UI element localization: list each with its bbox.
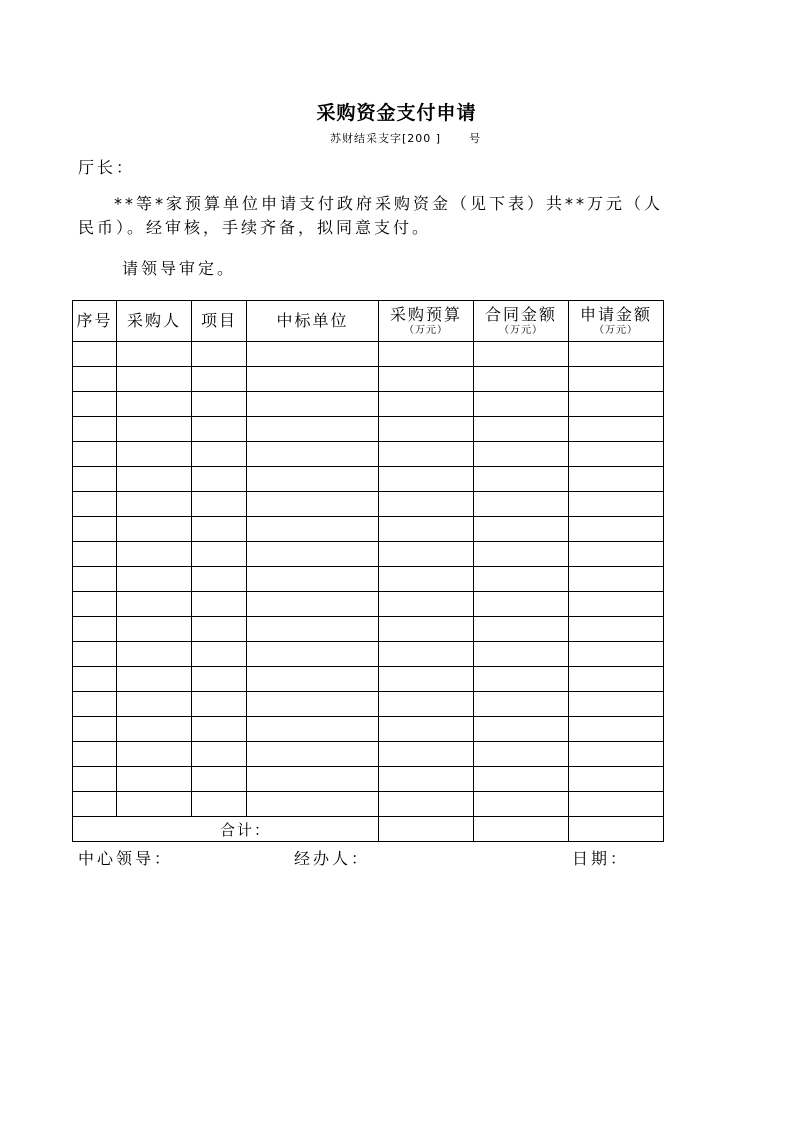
total-budget-cell[interactable] bbox=[379, 817, 474, 842]
project-cell[interactable] bbox=[192, 667, 247, 692]
request-paragraph bbox=[78, 192, 678, 240]
winning-bidder-cell[interactable] bbox=[247, 792, 379, 817]
header-budget: 采购预算 （万元） bbox=[379, 301, 474, 342]
serial-cell[interactable] bbox=[73, 717, 117, 742]
serial-cell[interactable] bbox=[73, 367, 117, 392]
purchaser-cell[interactable] bbox=[117, 692, 192, 717]
contract-amount-cell[interactable] bbox=[474, 592, 569, 617]
purchaser-cell[interactable] bbox=[117, 392, 192, 417]
request-paragraph-text: **等*家预算单位申请支付政府采购资金（见下表）共**万元（人民币）。经审核，手续齐备，拟同意支付。 bbox=[78, 194, 664, 237]
serial-cell[interactable] bbox=[73, 742, 117, 767]
footer-center-leader: 中心领导： bbox=[78, 849, 174, 868]
table-row bbox=[73, 592, 664, 617]
budget-cell[interactable] bbox=[379, 642, 474, 667]
table-row bbox=[73, 742, 664, 767]
applied-amount-cell[interactable] bbox=[569, 692, 664, 717]
winning-bidder-cell[interactable] bbox=[247, 692, 379, 717]
applied-amount-cell[interactable] bbox=[569, 717, 664, 742]
budget-cell[interactable] bbox=[379, 517, 474, 542]
document-number-suffix: 号 bbox=[469, 132, 482, 145]
budget-cell[interactable] bbox=[379, 442, 474, 467]
project-cell[interactable] bbox=[192, 617, 247, 642]
serial-cell[interactable] bbox=[73, 592, 117, 617]
review-request-text: 请领导审定。 bbox=[122, 259, 237, 278]
budget-cell[interactable] bbox=[379, 792, 474, 817]
contract-amount-cell[interactable] bbox=[474, 692, 569, 717]
serial-cell[interactable] bbox=[73, 417, 117, 442]
purchaser-cell[interactable] bbox=[117, 517, 192, 542]
table-row bbox=[73, 342, 664, 367]
project-cell[interactable] bbox=[192, 442, 247, 467]
header-contract-amount: 合同金额 （万元） bbox=[474, 301, 569, 342]
purchaser-cell[interactable] bbox=[117, 467, 192, 492]
project-cell[interactable] bbox=[192, 417, 247, 442]
project-cell[interactable] bbox=[192, 592, 247, 617]
contract-amount-cell[interactable] bbox=[474, 717, 569, 742]
table-header-row bbox=[73, 301, 664, 342]
total-applied-cell[interactable] bbox=[569, 817, 664, 842]
total-label: 合计： bbox=[73, 817, 379, 842]
winning-bidder-cell[interactable] bbox=[247, 467, 379, 492]
applied-amount-cell[interactable] bbox=[569, 492, 664, 517]
contract-amount-cell[interactable] bbox=[474, 742, 569, 767]
applied-amount-cell[interactable] bbox=[569, 467, 664, 492]
table-row bbox=[73, 442, 664, 467]
purchaser-cell[interactable] bbox=[117, 642, 192, 667]
applied-amount-cell[interactable] bbox=[569, 742, 664, 767]
contract-amount-cell[interactable] bbox=[474, 342, 569, 367]
budget-cell[interactable] bbox=[379, 617, 474, 642]
applied-amount-cell[interactable] bbox=[569, 342, 664, 367]
table-row bbox=[73, 767, 664, 792]
serial-cell[interactable] bbox=[73, 767, 117, 792]
payment-table bbox=[72, 300, 664, 842]
project-cell[interactable] bbox=[192, 492, 247, 517]
winning-bidder-cell[interactable] bbox=[247, 567, 379, 592]
project-cell[interactable] bbox=[192, 392, 247, 417]
table-row bbox=[73, 567, 664, 592]
footer-handler: 经办人： bbox=[294, 849, 371, 868]
winning-bidder-cell[interactable] bbox=[247, 517, 379, 542]
serial-cell[interactable] bbox=[73, 667, 117, 692]
header-winning-bidder: 中标单位 bbox=[247, 301, 379, 342]
header-serial: 序号 bbox=[73, 301, 117, 342]
purchaser-cell[interactable] bbox=[117, 617, 192, 642]
applied-amount-cell[interactable] bbox=[569, 767, 664, 792]
contract-amount-cell[interactable] bbox=[474, 517, 569, 542]
project-cell[interactable] bbox=[192, 517, 247, 542]
project-cell[interactable] bbox=[192, 692, 247, 717]
table-row bbox=[73, 417, 664, 442]
salutation: 厅长： bbox=[78, 158, 136, 177]
purchaser-cell[interactable] bbox=[117, 567, 192, 592]
table-row bbox=[73, 542, 664, 567]
winning-bidder-cell[interactable] bbox=[247, 542, 379, 567]
total-contract-cell[interactable] bbox=[474, 817, 569, 842]
contract-amount-cell[interactable] bbox=[474, 767, 569, 792]
applied-amount-cell[interactable] bbox=[569, 367, 664, 392]
budget-cell[interactable] bbox=[379, 717, 474, 742]
winning-bidder-cell[interactable] bbox=[247, 417, 379, 442]
serial-cell[interactable] bbox=[73, 467, 117, 492]
project-cell[interactable] bbox=[192, 792, 247, 817]
contract-amount-cell[interactable] bbox=[474, 492, 569, 517]
winning-bidder-cell[interactable] bbox=[247, 742, 379, 767]
budget-cell[interactable] bbox=[379, 492, 474, 517]
winning-bidder-cell[interactable] bbox=[247, 367, 379, 392]
applied-amount-cell[interactable] bbox=[569, 517, 664, 542]
table-row bbox=[73, 467, 664, 492]
table-total-row bbox=[73, 817, 664, 842]
purchaser-cell[interactable] bbox=[117, 342, 192, 367]
winning-bidder-cell[interactable] bbox=[247, 342, 379, 367]
applied-amount-cell[interactable] bbox=[569, 642, 664, 667]
header-project: 项目 bbox=[192, 301, 247, 342]
applied-amount-cell[interactable] bbox=[569, 617, 664, 642]
document-number-text: 苏财结采支字[200 ] bbox=[330, 132, 442, 145]
winning-bidder-cell[interactable] bbox=[247, 442, 379, 467]
budget-cell[interactable] bbox=[379, 767, 474, 792]
applied-amount-cell[interactable] bbox=[569, 417, 664, 442]
project-cell[interactable] bbox=[192, 717, 247, 742]
purchaser-cell[interactable] bbox=[117, 717, 192, 742]
budget-cell[interactable] bbox=[379, 542, 474, 567]
document-title: 采购资金支付申请 bbox=[316, 102, 477, 124]
purchaser-cell[interactable] bbox=[117, 667, 192, 692]
budget-cell[interactable] bbox=[379, 592, 474, 617]
applied-amount-cell[interactable] bbox=[569, 392, 664, 417]
header-purchaser: 采购人 bbox=[117, 301, 192, 342]
purchaser-cell[interactable] bbox=[117, 367, 192, 392]
document-number bbox=[330, 130, 481, 146]
applied-amount-cell[interactable] bbox=[569, 542, 664, 567]
contract-amount-cell[interactable] bbox=[474, 667, 569, 692]
serial-cell[interactable] bbox=[73, 567, 117, 592]
budget-cell[interactable] bbox=[379, 392, 474, 417]
purchaser-cell[interactable] bbox=[117, 442, 192, 467]
serial-cell[interactable] bbox=[73, 692, 117, 717]
project-cell[interactable] bbox=[192, 467, 247, 492]
project-cell[interactable] bbox=[192, 742, 247, 767]
purchaser-cell[interactable] bbox=[117, 417, 192, 442]
contract-amount-cell[interactable] bbox=[474, 442, 569, 467]
footer-date: 日期： bbox=[572, 849, 630, 868]
applied-amount-cell[interactable] bbox=[569, 792, 664, 817]
serial-cell[interactable] bbox=[73, 792, 117, 817]
contract-amount-cell[interactable] bbox=[474, 617, 569, 642]
contract-amount-cell[interactable] bbox=[474, 392, 569, 417]
project-cell[interactable] bbox=[192, 342, 247, 367]
budget-cell[interactable] bbox=[379, 667, 474, 692]
winning-bidder-cell[interactable] bbox=[247, 617, 379, 642]
contract-amount-cell[interactable] bbox=[474, 467, 569, 492]
contract-amount-cell[interactable] bbox=[474, 417, 569, 442]
project-cell[interactable] bbox=[192, 367, 247, 392]
budget-cell[interactable] bbox=[379, 342, 474, 367]
serial-cell[interactable] bbox=[73, 442, 117, 467]
applied-amount-cell[interactable] bbox=[569, 442, 664, 467]
applied-amount-cell[interactable] bbox=[569, 567, 664, 592]
serial-cell[interactable] bbox=[73, 617, 117, 642]
purchaser-cell[interactable] bbox=[117, 592, 192, 617]
contract-amount-cell[interactable] bbox=[474, 642, 569, 667]
serial-cell[interactable] bbox=[73, 392, 117, 417]
project-cell[interactable] bbox=[192, 542, 247, 567]
table-row bbox=[73, 492, 664, 517]
serial-cell[interactable] bbox=[73, 642, 117, 667]
project-cell[interactable] bbox=[192, 767, 247, 792]
winning-bidder-cell[interactable] bbox=[247, 667, 379, 692]
winning-bidder-cell[interactable] bbox=[247, 392, 379, 417]
table-row bbox=[73, 392, 664, 417]
serial-cell[interactable] bbox=[73, 542, 117, 567]
winning-bidder-cell[interactable] bbox=[247, 592, 379, 617]
winning-bidder-cell[interactable] bbox=[247, 642, 379, 667]
winning-bidder-cell[interactable] bbox=[247, 717, 379, 742]
serial-cell[interactable] bbox=[73, 517, 117, 542]
budget-cell[interactable] bbox=[379, 467, 474, 492]
budget-cell[interactable] bbox=[379, 692, 474, 717]
budget-cell[interactable] bbox=[379, 367, 474, 392]
purchaser-cell[interactable] bbox=[117, 792, 192, 817]
project-cell[interactable] bbox=[192, 642, 247, 667]
serial-cell[interactable] bbox=[73, 492, 117, 517]
contract-amount-cell[interactable] bbox=[474, 792, 569, 817]
purchaser-cell[interactable] bbox=[117, 492, 192, 517]
contract-amount-cell[interactable] bbox=[474, 567, 569, 592]
budget-cell[interactable] bbox=[379, 567, 474, 592]
table-row bbox=[73, 617, 664, 642]
purchaser-cell[interactable] bbox=[117, 542, 192, 567]
project-cell[interactable] bbox=[192, 567, 247, 592]
purchaser-cell[interactable] bbox=[117, 767, 192, 792]
table-row bbox=[73, 642, 664, 667]
serial-cell[interactable] bbox=[73, 342, 117, 367]
contract-amount-cell[interactable] bbox=[474, 542, 569, 567]
table-row bbox=[73, 717, 664, 742]
table-row bbox=[73, 792, 664, 817]
winning-bidder-cell[interactable] bbox=[247, 767, 379, 792]
budget-cell[interactable] bbox=[379, 417, 474, 442]
table-row bbox=[73, 692, 664, 717]
purchaser-cell[interactable] bbox=[117, 742, 192, 767]
table-row bbox=[73, 667, 664, 692]
table-row bbox=[73, 517, 664, 542]
budget-cell[interactable] bbox=[379, 742, 474, 767]
applied-amount-cell[interactable] bbox=[569, 667, 664, 692]
table-row bbox=[73, 367, 664, 392]
winning-bidder-cell[interactable] bbox=[247, 492, 379, 517]
contract-amount-cell[interactable] bbox=[474, 367, 569, 392]
applied-amount-cell[interactable] bbox=[569, 592, 664, 617]
header-applied-amount: 申请金额 （万元） bbox=[569, 301, 664, 342]
